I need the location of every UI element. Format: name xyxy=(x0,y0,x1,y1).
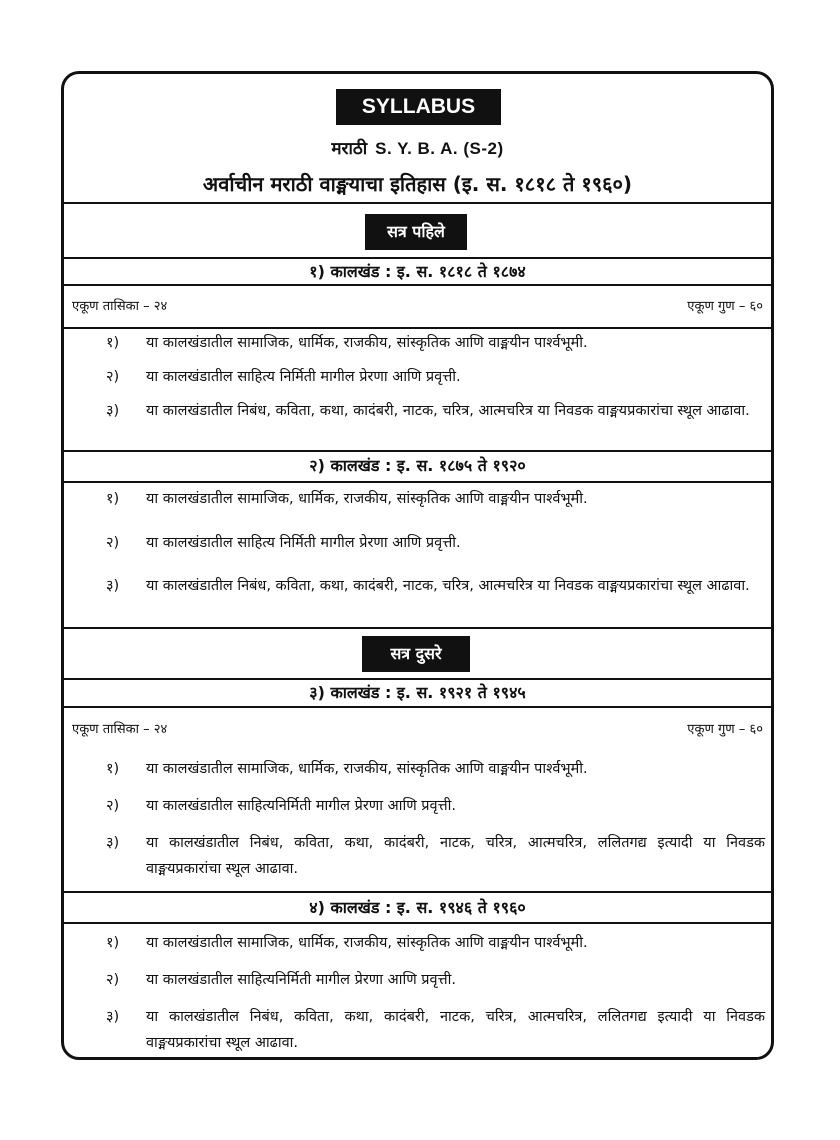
divider xyxy=(64,257,771,259)
item-text: या कालखंडातील निबंध, कविता, कथा, कादंबरी, नाटक, चरित्र, आत्मचरित्र या निवडक वाङ्मयप्रकारांचा स्थूल आढावा. xyxy=(146,403,750,419)
total-lectures: एकूण तासिका – २४ xyxy=(72,299,168,314)
list-item xyxy=(106,530,765,556)
divider xyxy=(64,450,771,452)
period-2-title: २) कालखंड : इ. स. १८७५ ते १९२० xyxy=(309,456,526,475)
list-item xyxy=(106,967,765,993)
subject-marathi: मराठी xyxy=(331,139,368,159)
list-item xyxy=(106,930,765,956)
item-text: या कालखंडातील सामाजिक, धार्मिक, राजकीय, सांस्कृतिक आणि वाङ्मयीन पार्श्वभूमी. xyxy=(146,761,588,777)
list-item xyxy=(106,1004,765,1056)
divider xyxy=(64,481,771,483)
item-number: १) xyxy=(106,761,120,777)
total-marks: एकूण गुण – ६० xyxy=(687,299,763,314)
divider xyxy=(64,202,771,204)
list-item xyxy=(106,830,765,882)
semester-1-badge: सत्र पहिले xyxy=(365,214,467,250)
item-text: या कालखंडातील सामाजिक, धार्मिक, राजकीय, सांस्कृतिक आणि वाङ्मयीन पार्श्वभूमी. xyxy=(146,335,588,351)
divider xyxy=(64,891,771,893)
item-number: २) xyxy=(106,535,120,551)
list-item xyxy=(106,364,765,390)
divider xyxy=(64,327,771,329)
item-text: या कालखंडातील निबंध, कविता, कथा, कादंबरी, नाटक, चरित्र, आत्मचरित्र या निवडक वाङ्मयप्रकारांचा स्थूल आढावा. xyxy=(146,578,750,594)
semester-1-meta xyxy=(72,296,763,314)
period-4-title: ४) कालखंड : इ. स. १९४६ ते १९६० xyxy=(309,898,526,917)
item-number: १) xyxy=(106,491,120,507)
divider xyxy=(64,627,771,629)
item-text: या कालखंडातील सामाजिक, धार्मिक, राजकीय, सांस्कृतिक आणि वाङ्मयीन पार्श्वभूमी. xyxy=(146,935,588,951)
item-number: २) xyxy=(106,972,120,988)
list-item xyxy=(106,573,765,599)
total-marks: एकूण गुण – ६० xyxy=(687,722,763,737)
list-item xyxy=(106,756,765,782)
item-number: ३) xyxy=(106,1009,120,1025)
list-item xyxy=(106,486,765,512)
item-text: या कालखंडातील निबंध, कविता, कथा, कादंबरी, नाटक, चरित्र, आत्मचरित्र, ललितगद्य इत्यादी या निवडक वाङ्मयप्रकारांचा स्थूल आढावा. xyxy=(146,1009,765,1051)
syllabus-frame xyxy=(61,71,774,1060)
item-text: या कालखंडातील साहित्यनिर्मिती मागील प्रेरणा आणि प्रवृत्ती. xyxy=(146,972,456,988)
item-number: ३) xyxy=(106,835,120,851)
item-text: या कालखंडातील निबंध, कविता, कथा, कादंबरी, नाटक, चरित्र, आत्मचरित्र, ललितगद्य इत्यादी या निवडक वाङ्मयप्रकारांचा स्थूल आढावा. xyxy=(146,835,765,877)
list-item xyxy=(106,793,765,819)
period-3-title: ३) कालखंड : इ. स. १९२१ ते १९४५ xyxy=(309,683,526,702)
item-number: ३) xyxy=(106,578,120,594)
item-text: या कालखंडातील साहित्य निर्मिती मागील प्रेरणा आणि प्रवृत्ती. xyxy=(146,535,461,551)
subject-line xyxy=(64,136,771,159)
total-lectures: एकूण तासिका – २४ xyxy=(72,722,168,737)
item-number: २) xyxy=(106,798,120,814)
divider xyxy=(64,678,771,680)
item-text: या कालखंडातील साहित्य निर्मिती मागील प्रेरणा आणि प्रवृत्ती. xyxy=(146,369,461,385)
semester-2-badge: सत्र दुसरे xyxy=(362,636,470,672)
divider xyxy=(64,706,771,708)
period-1-title: १) कालखंड : इ. स. १८१८ ते १८७४ xyxy=(309,262,526,281)
list-item xyxy=(106,330,765,356)
item-number: १) xyxy=(106,935,120,951)
syllabus-badge: SYLLABUS xyxy=(336,89,501,125)
list-item xyxy=(106,398,765,424)
item-number: २) xyxy=(106,369,120,385)
item-text: या कालखंडातील साहित्यनिर्मिती मागील प्रेरणा आणि प्रवृत्ती. xyxy=(146,798,456,814)
divider xyxy=(64,284,771,286)
divider xyxy=(64,922,771,924)
page-title: अर्वाचीन मराठी वाङ्मयाचा इतिहास (इ. स. १८१८ ते १९६०) xyxy=(202,172,633,196)
semester-2-meta xyxy=(72,719,763,737)
item-number: १) xyxy=(106,335,120,351)
item-text: या कालखंडातील सामाजिक, धार्मिक, राजकीय, सांस्कृतिक आणि वाङ्मयीन पार्श्वभूमी. xyxy=(146,491,588,507)
item-number: ३) xyxy=(106,403,120,419)
course-code: S. Y. B. A. (S-2) xyxy=(375,139,504,158)
